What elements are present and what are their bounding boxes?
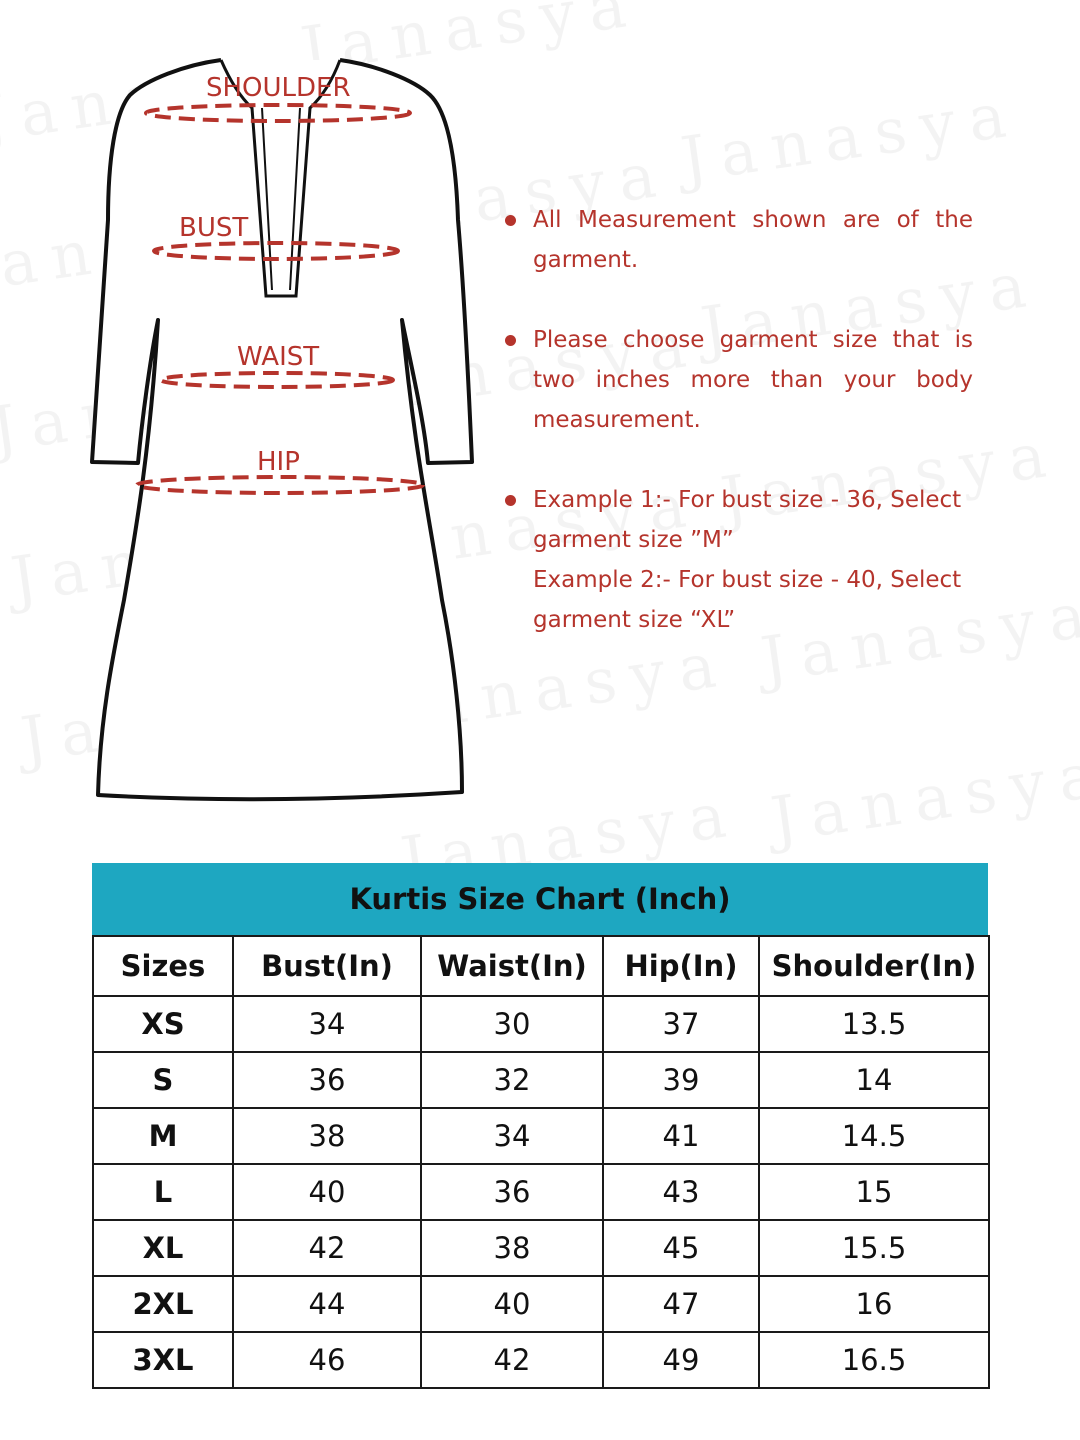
table-row xyxy=(93,1220,989,1276)
note-text-example-2: Example 2:- For bust size - 40, Select garment size “XL” xyxy=(533,567,962,633)
bust-label: BUST xyxy=(179,213,249,243)
kurti-diagram xyxy=(0,0,480,820)
bust-cell: 34 xyxy=(233,996,421,1052)
shoulder-cell: 13.5 xyxy=(759,996,989,1052)
note-text-example-1: Example 1:- For bust size - 36, Select garment size ”M” xyxy=(533,487,962,553)
size-cell: 2XL xyxy=(93,1276,233,1332)
waist-cell: 32 xyxy=(421,1052,603,1108)
note-item xyxy=(503,480,973,640)
waist-cell: 36 xyxy=(421,1164,603,1220)
table-row xyxy=(93,1276,989,1332)
table-row xyxy=(93,1164,989,1220)
bust-cell: 36 xyxy=(233,1052,421,1108)
hip-label: HIP xyxy=(257,447,300,477)
shoulder-cell: 14 xyxy=(759,1052,989,1108)
hip-cell: 45 xyxy=(603,1220,759,1276)
shoulder-label: SHOULDER xyxy=(206,73,351,103)
column-header: Shoulder(In) xyxy=(759,936,989,996)
kurti-outline xyxy=(92,60,472,799)
note-item xyxy=(503,320,973,440)
column-header: Sizes xyxy=(93,936,233,996)
size-chart-title: Kurtis Size Chart (Inch) xyxy=(92,863,988,935)
hip-cell: 41 xyxy=(603,1108,759,1164)
shoulder-cell: 14.5 xyxy=(759,1108,989,1164)
table-row xyxy=(93,1108,989,1164)
table-row xyxy=(93,1052,989,1108)
size-cell: XL xyxy=(93,1220,233,1276)
table-row xyxy=(93,996,989,1052)
watermark-logo xyxy=(677,77,1024,197)
waist-cell: 30 xyxy=(421,996,603,1052)
hip-cell: 37 xyxy=(603,996,759,1052)
hip-cell: 47 xyxy=(603,1276,759,1332)
bust-cell: 42 xyxy=(233,1220,421,1276)
waist-label: WAIST xyxy=(237,342,320,372)
measurement-notes xyxy=(503,200,973,640)
table-header-row xyxy=(93,936,989,996)
size-table xyxy=(92,935,990,1389)
bust-cell: 44 xyxy=(233,1276,421,1332)
bullet-icon xyxy=(505,495,516,506)
hip-cell: 49 xyxy=(603,1332,759,1388)
size-cell: XS xyxy=(93,996,233,1052)
table-row xyxy=(93,1332,989,1388)
waist-cell: 40 xyxy=(421,1276,603,1332)
waist-cell: 38 xyxy=(421,1220,603,1276)
size-cell: L xyxy=(93,1164,233,1220)
size-cell: M xyxy=(93,1108,233,1164)
watermark-logo xyxy=(767,737,1080,857)
note-text: Please choose garment size that is two inches more than your body measurement. xyxy=(533,327,973,433)
shoulder-cell: 15.5 xyxy=(759,1220,989,1276)
bust-cell: 46 xyxy=(233,1332,421,1388)
size-cell: S xyxy=(93,1052,233,1108)
shoulder-cell: 15 xyxy=(759,1164,989,1220)
column-header: Hip(In) xyxy=(603,936,759,996)
shoulder-cell: 16 xyxy=(759,1276,989,1332)
shoulder-cell: 16.5 xyxy=(759,1332,989,1388)
column-header: Waist(In) xyxy=(421,936,603,996)
hip-cell: 43 xyxy=(603,1164,759,1220)
note-item xyxy=(503,200,973,280)
size-cell: 3XL xyxy=(93,1332,233,1388)
waist-cell: 42 xyxy=(421,1332,603,1388)
bust-cell: 40 xyxy=(233,1164,421,1220)
column-header: Bust(In) xyxy=(233,936,421,996)
waist-cell: 34 xyxy=(421,1108,603,1164)
bust-cell: 38 xyxy=(233,1108,421,1164)
note-text: All Measurement shown are of the garment. xyxy=(533,207,973,273)
size-chart xyxy=(92,863,988,1389)
bullet-icon xyxy=(505,335,516,346)
bullet-icon xyxy=(505,215,516,226)
hip-cell: 39 xyxy=(603,1052,759,1108)
